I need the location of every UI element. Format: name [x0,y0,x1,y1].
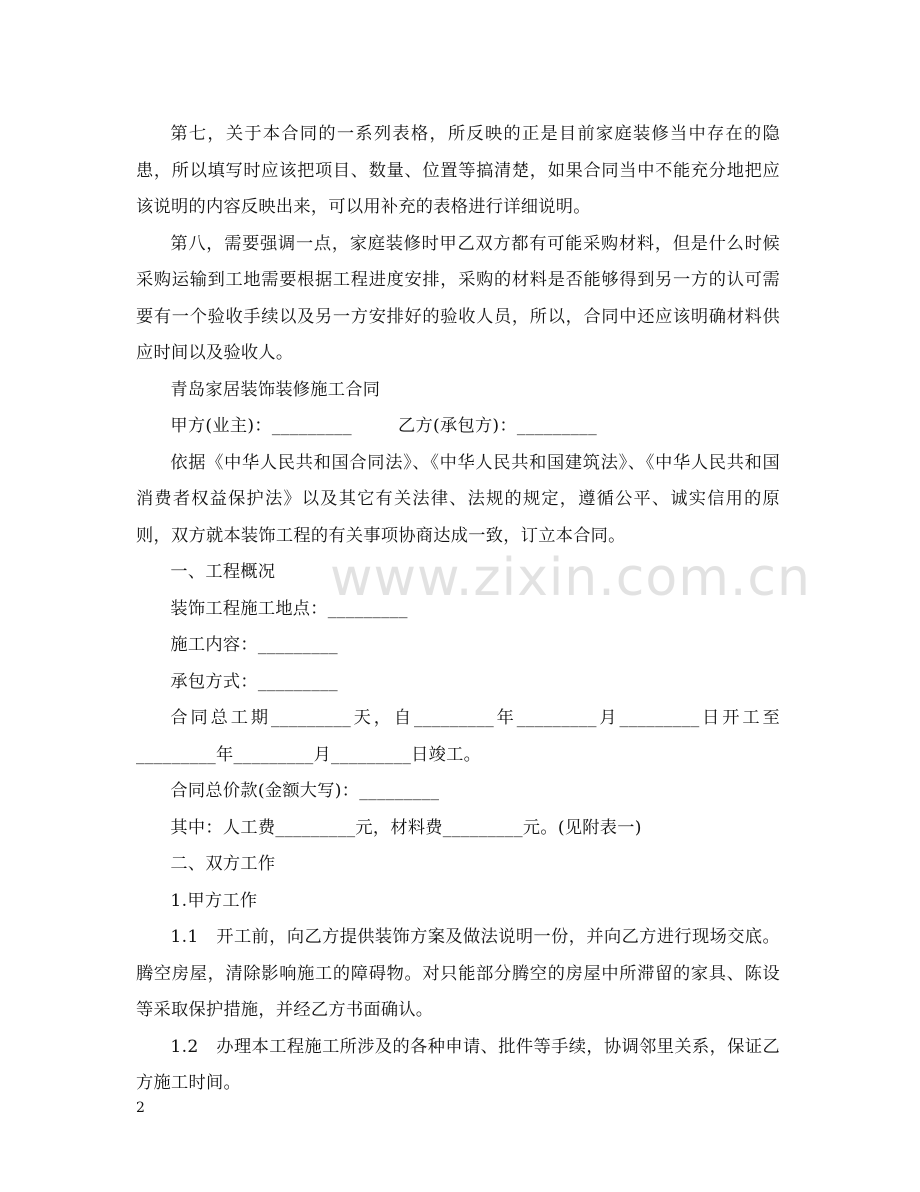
clause-1-2: 1.2 办理本工程施工所涉及的各种申请、批件等手续，协调邻里关系，保证乙方施工时间。 [136,1036,780,1093]
field-cost-breakdown: 其中：人工费_________元，材料费_________元。(见附表一) [170,817,642,838]
legal-basis-paragraph: 依据《中华人民共和国合同法》、《中华人民共和国建筑法》、《中华人民共和国消费者权益保护法》以及其它有关法律、法规的规定，遵循公平、诚实信用的原则，双方就本装饰工程的有关事项协商达成一致，订立本合同。 [136,452,780,546]
field-total-price: 合同总价款(金额大写)：_________ [170,781,440,801]
watermark: www.zixin.com.cn [330,548,811,608]
field-construction-content: 施工内容：_________ [170,635,338,655]
field-construction-period: 合同总工期_________天，自_________年_________月_________日开工至_________年_________月_________日竣工。 [136,708,780,765]
field-construction-site: 装饰工程施工地点：_________ [170,598,408,619]
field-contract-method: 承包方式：_________ [170,671,338,692]
document-body [136,116,780,1102]
paragraph-article-8: 第八，需要强调一点，家庭装修时甲乙双方都有可能采购材料，但是什么时候采购运输到工地需要根据工程进度安排，采购的材料是否能够得到另一方的认可需要有一个验收手续以及另一方安排好的验收人员，所以，合同中还应该明确材料供应时间以及验收人。 [136,233,780,363]
paragraph-article-7: 第七，关于本合同的一系列表格，所反映的正是目前家庭装修当中存在的隐患，所以填写时应该把项目、数量、位置等搞清楚，如果合同当中不能充分地把应该说明的内容反映出来，可以用补充的表格进行详细说明。 [136,124,780,217]
section-heading-project-overview: 一、工程概况 [170,562,276,582]
section-heading-duties: 二、双方工作 [170,854,276,874]
subsection-heading-party-a: 1.甲方工作 [170,890,258,911]
clause-1-1: 1.1 开工前，向乙方提供装饰方案及做法说明一份，并向乙方进行现场交底。腾空房屋，清除影响施工的障碍物。对只能部分腾空的房屋中所滞留的家具、陈设等采取保护措施，并经乙方书面确认。 [136,927,780,1020]
contract-title: 青岛家居装饰装修施工合同 [170,379,381,400]
page-number: 2 [136,1100,145,1116]
parties-line: 甲方(业主)：_________ 乙方(承包方)：_________ [170,416,597,436]
